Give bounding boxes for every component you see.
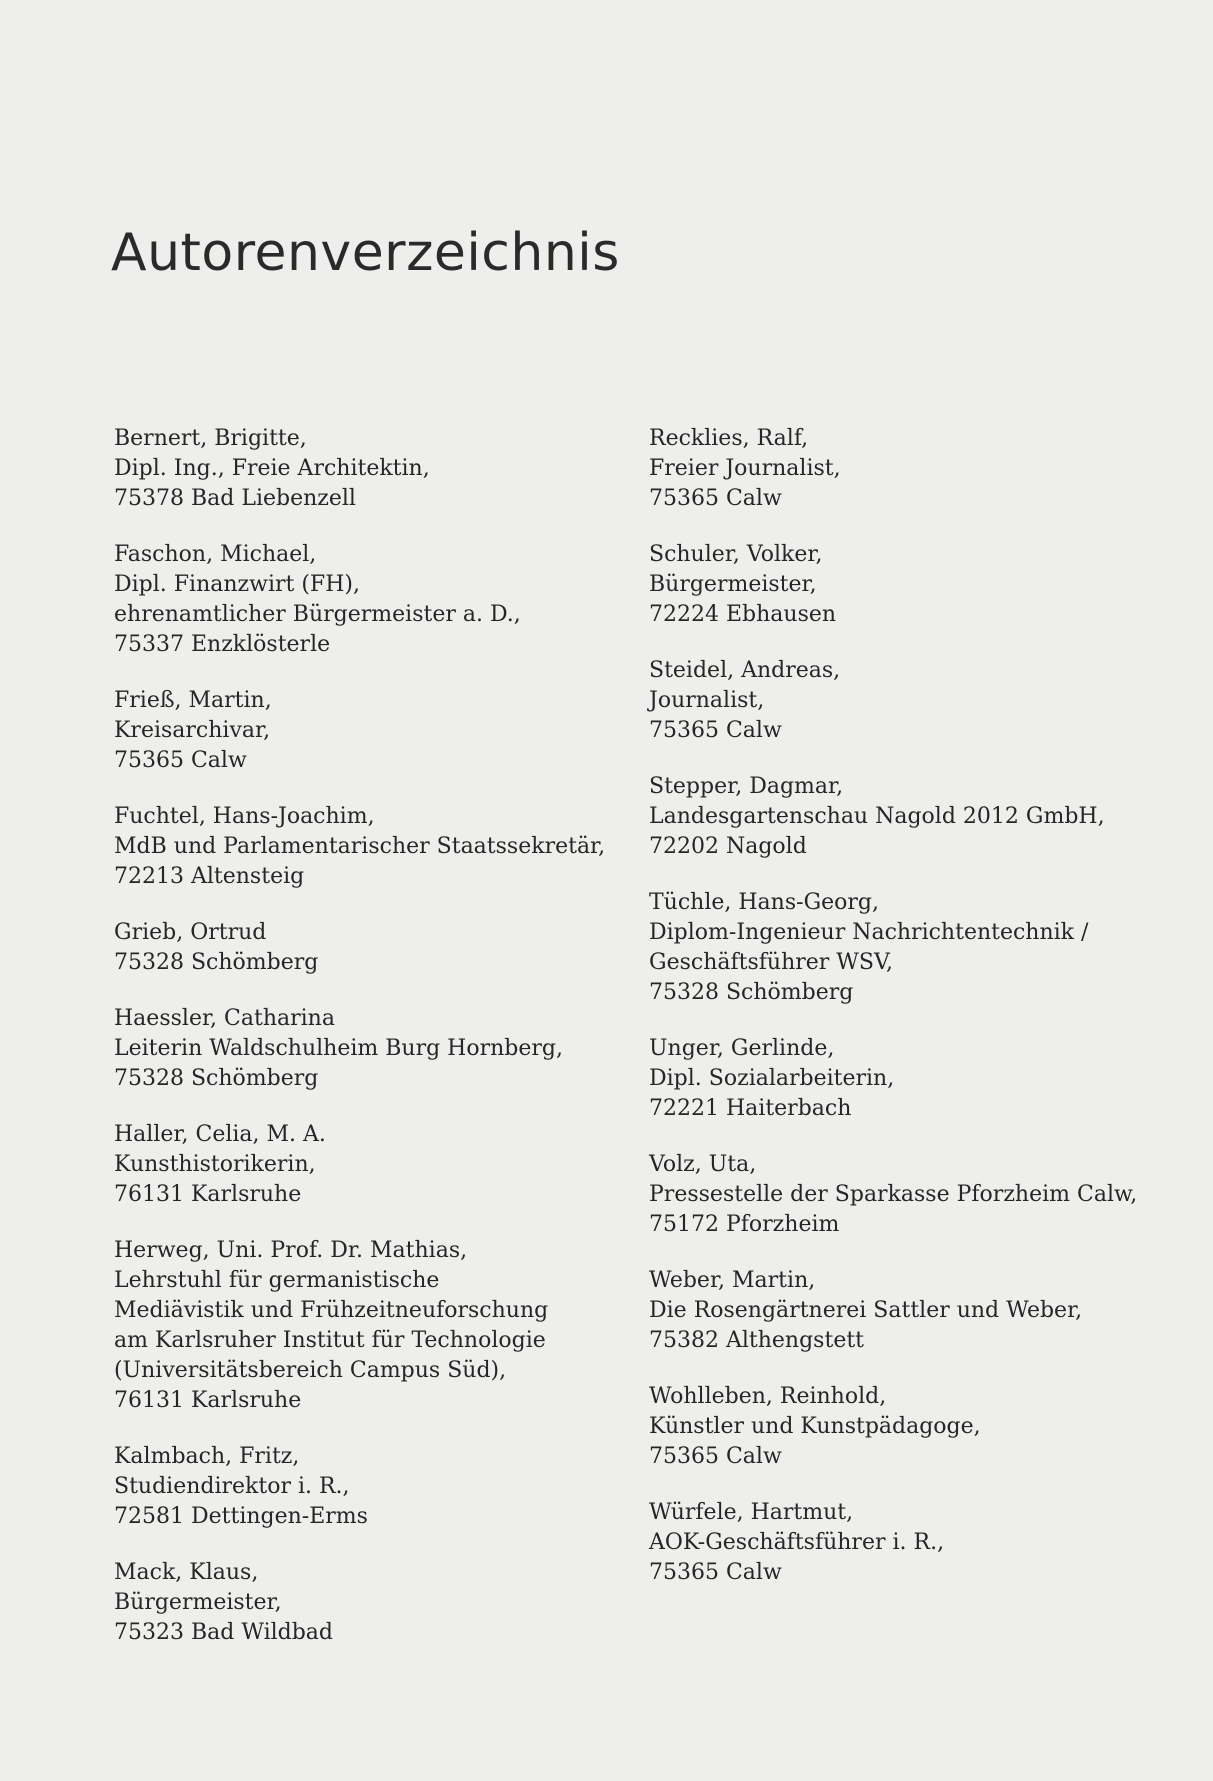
author-address: 75172 Pforzheim	[649, 1212, 840, 1237]
author-entry	[649, 1034, 1169, 1124]
author-address: 75365 Calw	[649, 486, 782, 511]
author-detail: Die Rosengärtnerei Sattler und Weber,	[649, 1298, 1083, 1323]
author-entry	[114, 686, 634, 776]
author-entry	[649, 888, 1169, 1008]
author-name: Frieß, Martin,	[114, 688, 272, 713]
author-name: Würfele, Hartmut,	[649, 1500, 854, 1525]
author-address: 75323 Bad Wildbad	[114, 1620, 334, 1645]
author-detail: MdB und Parlamentarischer Staatssekretär,	[114, 834, 606, 859]
author-address: 76131 Karlsruhe	[114, 1388, 302, 1413]
author-detail: AOK-Geschäftsführer i. R.,	[649, 1530, 945, 1555]
author-address: 72224 Ebhausen	[649, 602, 837, 627]
author-address: 72213 Altensteig	[114, 864, 305, 889]
author-name: Volz, Uta,	[649, 1152, 757, 1177]
author-entry	[114, 1120, 634, 1210]
author-name: Wohlleben, Reinhold,	[649, 1384, 887, 1409]
author-name: Haessler, Catharina	[114, 1006, 335, 1031]
author-address: 75378 Bad Liebenzell	[114, 486, 356, 511]
author-address: 72202 Nagold	[649, 834, 807, 859]
author-detail: Dipl. Ing., Freie Architektin,	[114, 456, 430, 481]
author-detail: Dipl. Finanzwirt (FH),	[114, 572, 360, 597]
author-list-left	[114, 424, 634, 1674]
author-address: 75365 Calw	[649, 1444, 782, 1469]
author-entry	[649, 1382, 1169, 1472]
author-address: 75365 Calw	[649, 1560, 782, 1585]
author-detail: Künstler und Kunstpädagoge,	[649, 1414, 981, 1439]
author-detail: Studiendirektor i. R.,	[114, 1474, 350, 1499]
author-entry	[649, 1150, 1169, 1240]
author-detail: Kreisarchivar,	[114, 718, 271, 743]
author-name: Kalmbach, Fritz,	[114, 1444, 300, 1469]
author-name: Tüchle, Hans-Georg,	[649, 890, 880, 915]
author-detail: (Universitätsbereich Campus Süd),	[114, 1358, 507, 1383]
author-address: 75337 Enzklösterle	[114, 632, 331, 657]
page-title: Autorenverzeichnis	[111, 223, 620, 283]
author-address: 75365 Calw	[114, 748, 247, 773]
author-entry	[114, 918, 634, 978]
author-entry	[114, 1442, 634, 1532]
author-name: Steidel, Andreas,	[649, 658, 841, 683]
author-address: 76131 Karlsruhe	[114, 1182, 302, 1207]
author-entry	[114, 1236, 634, 1416]
author-detail: Dipl. Sozialarbeiterin,	[649, 1066, 895, 1091]
author-address: 75328 Schömberg	[114, 950, 319, 975]
author-detail: Landesgartenschau Nagold 2012 GmbH,	[649, 804, 1105, 829]
author-address: 75328 Schömberg	[114, 1066, 319, 1091]
author-detail: Freier Journalist,	[649, 456, 841, 481]
author-name: Weber, Martin,	[649, 1268, 816, 1293]
author-detail: Kunsthistorikerin,	[114, 1152, 316, 1177]
author-detail: am Karlsruher Institut für Technologie	[114, 1328, 546, 1353]
author-detail: Leiterin Waldschulheim Burg Hornberg,	[114, 1036, 563, 1061]
author-entry	[649, 540, 1169, 630]
author-entry	[649, 656, 1169, 746]
author-detail: Diplom-Ingenieur Nachrichtentechnik /	[649, 920, 1089, 945]
author-name: Recklies, Ralf,	[649, 426, 809, 451]
author-entry	[114, 1558, 634, 1648]
author-detail: Mediävistik und Frühzeitneuforschung	[114, 1298, 549, 1323]
author-address: 75382 Althengstett	[649, 1328, 865, 1353]
author-detail: Geschäftsführer WSV,	[649, 950, 894, 975]
author-entry	[114, 802, 634, 892]
author-address: 72221 Haiterbach	[649, 1096, 852, 1121]
author-entry	[649, 1498, 1169, 1588]
author-entry	[649, 424, 1169, 514]
author-detail: Bürgermeister,	[649, 572, 817, 597]
author-name: Unger, Gerlinde,	[649, 1036, 835, 1061]
author-address: 72581 Dettingen-Erms	[114, 1504, 368, 1529]
author-name: Schuler, Volker,	[649, 542, 823, 567]
author-address: 75328 Schömberg	[649, 980, 854, 1005]
author-detail: Bürgermeister,	[114, 1590, 282, 1615]
author-name: Faschon, Michael,	[114, 542, 317, 567]
author-name: Fuchtel, Hans-Joachim,	[114, 804, 375, 829]
author-detail: Pressestelle der Sparkasse Pforzheim Calw,	[649, 1182, 1138, 1207]
author-entry	[649, 772, 1169, 862]
author-name: Grieb, Ortrud	[114, 920, 267, 945]
author-detail: Journalist,	[649, 688, 765, 713]
author-name: Herweg, Uni. Prof. Dr. Mathias,	[114, 1238, 468, 1263]
author-detail: Lehrstuhl für germanistische	[114, 1268, 440, 1293]
author-name: Mack, Klaus,	[114, 1560, 259, 1585]
author-entry	[114, 540, 634, 660]
author-address: 75365 Calw	[649, 718, 782, 743]
author-detail: ehrenamtlicher Bürgermeister a. D.,	[114, 602, 521, 627]
author-name: Haller, Celia, M. A.	[114, 1122, 326, 1147]
author-entry	[114, 424, 634, 514]
author-list-right	[649, 424, 1169, 1614]
author-entry	[114, 1004, 634, 1094]
author-name: Bernert, Brigitte,	[114, 426, 307, 451]
author-entry	[649, 1266, 1169, 1356]
author-name: Stepper, Dagmar,	[649, 774, 844, 799]
